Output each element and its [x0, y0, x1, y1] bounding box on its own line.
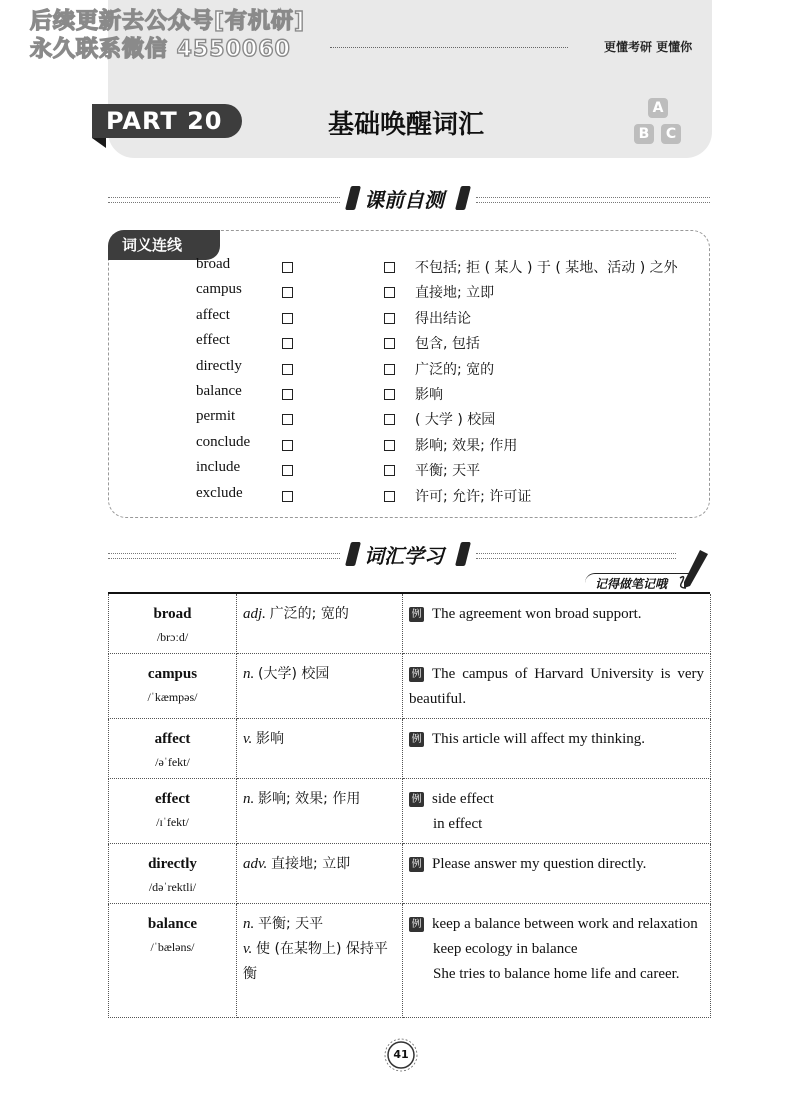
definition-text: 影响; 效果; 作用	[258, 791, 361, 807]
part-of-speech: adv.	[243, 856, 268, 872]
matching-checkbox-left[interactable]	[282, 389, 293, 400]
matching-checkbox-right[interactable]	[384, 491, 395, 502]
example-text: The agreement won broad support.	[432, 606, 642, 622]
matching-meaning: 平衡; 天平	[415, 463, 481, 480]
vocab-definition-cell	[237, 779, 403, 844]
example-text: This article will affect my thinking.	[432, 731, 646, 747]
section-divider-right	[476, 553, 676, 559]
pen-icon	[676, 548, 710, 592]
vocab-definition-cell	[237, 844, 403, 904]
example-sentence	[409, 787, 704, 812]
vocab-word-cell	[109, 844, 237, 904]
example-mark-icon: 例	[409, 792, 424, 807]
vocab-word-cell	[109, 594, 237, 654]
example-text: The campus of Harvard University is very beautiful.	[409, 666, 704, 707]
example-text: She tries to balance home life and career.	[433, 966, 680, 982]
example-sentence	[409, 962, 704, 987]
vocab-definition-cell	[237, 719, 403, 779]
section-title-vocab: 词汇学习	[364, 544, 444, 568]
section-divider-right	[476, 197, 710, 203]
vocab-phonetic: /ˈkæmpəs/	[147, 690, 198, 704]
watermark-line-2: 永久联系微信 4550060	[30, 37, 291, 62]
part-of-speech: n.	[243, 791, 255, 807]
vocab-definition-cell	[237, 654, 403, 719]
part-of-speech: v.	[243, 731, 253, 747]
note-reminder: 记得做笔记哦	[585, 573, 689, 593]
matching-meaning: ( 大学 ) 校园	[415, 412, 496, 429]
vocab-example-cell	[403, 719, 711, 779]
example-text: in effect	[433, 816, 483, 832]
example-text: keep ecology in balance	[433, 941, 578, 957]
example-sentence	[409, 912, 704, 937]
vocab-definition-cell	[237, 594, 403, 654]
vocab-definition	[243, 727, 396, 752]
example-mark-icon: 例	[409, 732, 424, 747]
matching-meaning: 广泛的; 宽的	[415, 361, 495, 378]
matching-checkbox-left[interactable]	[282, 287, 293, 298]
matching-meaning: 影响; 效果; 作用	[415, 437, 518, 454]
vocab-definition-cell	[237, 904, 403, 1018]
vocab-word-cell	[109, 779, 237, 844]
vocab-row	[109, 654, 711, 719]
letter-b-icon: B	[634, 124, 654, 144]
section-bracket-icon	[455, 186, 471, 210]
vocab-phonetic: /ˈbæləns/	[150, 940, 195, 954]
matching-word: permit	[196, 408, 236, 425]
vocab-definition	[243, 602, 396, 627]
matching-checkbox-left[interactable]	[282, 414, 293, 425]
matching-checkbox-right[interactable]	[384, 389, 395, 400]
matching-word: balance	[196, 383, 242, 399]
matching-checkbox-right[interactable]	[384, 262, 395, 273]
vocab-word: broad	[153, 606, 192, 622]
matching-checkbox-right[interactable]	[384, 465, 395, 476]
vocab-phonetic: /əˈfekt/	[155, 755, 190, 769]
vocab-example-cell	[403, 654, 711, 719]
part-badge-fold	[92, 138, 106, 148]
vocab-word: campus	[147, 666, 198, 682]
example-sentence	[409, 662, 704, 712]
definition-text: (大学) 校园	[258, 666, 330, 682]
section-bracket-icon	[345, 186, 361, 210]
vocab-row	[109, 779, 711, 844]
example-sentence	[409, 602, 704, 627]
example-text: keep a balance between work and relaxation	[432, 916, 698, 932]
vocab-example-cell	[403, 779, 711, 844]
section-bracket-icon	[455, 542, 471, 566]
vocab-example-cell	[403, 844, 711, 904]
vocab-definition	[243, 912, 396, 937]
vocab-table	[108, 594, 711, 1018]
vocab-row	[109, 719, 711, 779]
page-title: 基础唤醒词汇	[328, 110, 485, 140]
example-sentence	[409, 852, 704, 877]
matching-word: conclude	[196, 433, 251, 450]
vocab-definition	[243, 787, 396, 812]
vocab-word-cell	[109, 904, 237, 1018]
matching-word: affect	[196, 306, 230, 323]
example-text: Please answer my question directly.	[432, 856, 647, 872]
header-divider	[330, 47, 568, 48]
example-mark-icon: 例	[409, 607, 424, 622]
vocab-phonetic: /brɔːd/	[156, 630, 189, 644]
matching-meaning: 得出结论	[415, 310, 471, 327]
part-of-speech: v.	[243, 941, 253, 957]
matching-meaning: 直接地; 立即	[415, 285, 495, 302]
matching-word: exclude	[196, 484, 243, 501]
vocab-word: affect	[154, 731, 191, 747]
matching-label: 词义连线	[108, 230, 220, 260]
matching-checkbox-left[interactable]	[282, 491, 293, 502]
letter-c-icon: C	[661, 124, 681, 144]
matching-checkbox-left[interactable]	[282, 364, 293, 375]
matching-meaning: 许可; 允许; 许可证	[415, 488, 532, 505]
example-sentence	[409, 812, 704, 837]
part-of-speech: n.	[243, 916, 255, 932]
example-mark-icon: 例	[409, 667, 424, 682]
watermark-line-1: 后续更新去公众号[有机研]	[30, 9, 306, 34]
vocab-word: effect	[155, 791, 190, 807]
watermark	[30, 8, 305, 64]
vocab-row	[109, 594, 711, 654]
tagline: 更懂考研 更懂你	[604, 40, 693, 54]
definition-text: 影响	[256, 731, 285, 747]
matching-checkbox-right[interactable]	[384, 338, 395, 349]
matching-checkbox-right[interactable]	[384, 440, 395, 451]
section-title-pretest: 课前自测	[364, 188, 444, 212]
matching-word: broad	[196, 256, 231, 272]
matching-checkbox-left[interactable]	[282, 262, 293, 273]
vocab-row	[109, 844, 711, 904]
matching-checkbox-left[interactable]	[282, 338, 293, 349]
matching-meaning: 包含, 包括	[415, 336, 480, 353]
part-of-speech: adj.	[243, 606, 266, 622]
matching-checkbox-left[interactable]	[282, 313, 293, 324]
definition-text: 广泛的; 宽的	[269, 606, 349, 622]
vocab-example-cell	[403, 904, 711, 1018]
part-of-speech: n.	[243, 666, 255, 682]
vocab-phonetic: /dəˈrektli/	[148, 880, 197, 894]
example-text: side effect	[432, 791, 494, 807]
matching-word: effect	[196, 332, 230, 349]
definition-text: 平衡; 天平	[258, 916, 324, 932]
matching-word: campus	[196, 281, 242, 298]
vocab-definition	[243, 937, 396, 987]
matching-checkbox-right[interactable]	[384, 287, 395, 298]
section-divider-left	[108, 553, 340, 559]
vocab-word: directly	[148, 856, 197, 872]
matching-meaning: 不包括; 拒 ( 某人 ) 于 ( 某地、活动 ) 之外	[415, 260, 678, 276]
example-sentence	[409, 937, 704, 962]
vocab-phonetic: /ɪˈfekt/	[156, 815, 189, 829]
matching-checkbox-right[interactable]	[384, 414, 395, 425]
part-badge: PART 20	[92, 104, 242, 138]
vocab-row	[109, 904, 711, 1018]
definition-text: 直接地; 立即	[271, 856, 351, 872]
vocab-definition	[243, 662, 396, 687]
letter-a-icon: A	[648, 98, 668, 118]
vocab-word: balance	[147, 916, 198, 932]
matching-word: include	[196, 459, 241, 476]
section-divider-left	[108, 197, 340, 203]
matching-checkbox-left[interactable]	[282, 440, 293, 451]
matching-checkbox-left[interactable]	[282, 465, 293, 476]
section-bracket-icon	[345, 542, 361, 566]
vocab-definition	[243, 852, 396, 877]
definition-text: 使 (在某物上) 保持平衡	[243, 941, 388, 982]
matching-checkbox-right[interactable]	[384, 313, 395, 324]
example-sentence	[409, 727, 704, 752]
vocab-word-cell	[109, 654, 237, 719]
vocab-example-cell	[403, 594, 711, 654]
matching-meaning: 影响	[415, 387, 443, 403]
page-number: 41	[393, 1048, 409, 1061]
vocab-word-cell	[109, 719, 237, 779]
matching-checkbox-right[interactable]	[384, 364, 395, 375]
example-mark-icon: 例	[409, 857, 424, 872]
example-mark-icon: 例	[409, 917, 424, 932]
matching-word: directly	[196, 357, 242, 374]
